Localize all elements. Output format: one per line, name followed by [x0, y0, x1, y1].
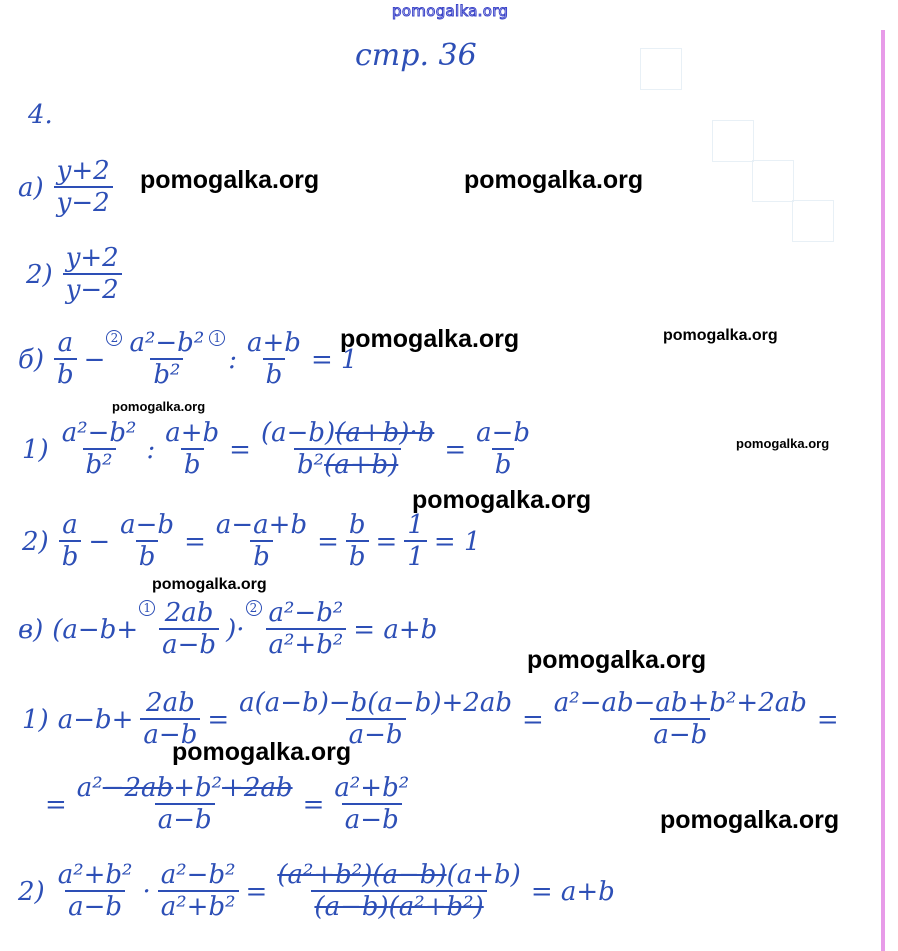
part-v-step-1: 1) a−b+ $\frac{2ab}{a-b}$ = $\frac{a(a-b)-b(a-b)+2ab}{a-b}$ = $\frac{\text{a²−ab−ab+b²+2ab}}{a-b}$ =	[22, 688, 839, 751]
part-a-label: а)	[18, 172, 44, 203]
fraction: $\frac{2ab}{a-b}$	[159, 600, 219, 660]
fraction: $\frac{\text{a²−b²}}{\text{a²+b²}}$	[158, 862, 239, 922]
fraction: $\frac{\text{a²−ab−ab+b²+2ab}}{a-b}$	[553, 688, 807, 751]
part-v-step-1-continued: = $\frac{\text{a²−2ab+b²+2ab}}{a-b}$ = $\frac{\text{a²+b²}}{a-b}$	[42, 775, 416, 835]
fraction: $\frac{y+2}{y-2}$	[63, 245, 122, 305]
fraction: $\frac{(a-b)(a+b)\cdot b}{\text{b²(a+b)}}$	[260, 418, 435, 481]
step-label: 2)	[26, 259, 53, 290]
fraction: $\frac{1}{1}$	[404, 512, 427, 572]
fraction: $\frac{a(a-b)-b(a-b)+2ab}{a-b}$	[239, 688, 512, 751]
fraction: $\frac{y+2}{y-2}$	[54, 158, 113, 218]
fraction: $\frac{a}{b}$	[59, 512, 82, 572]
fraction: $\frac{\text{a²−2ab+b²+2ab}}{a-b}$	[76, 773, 293, 836]
part-a-expression	[18, 158, 117, 218]
fraction: $\frac{2ab}{a-b}$	[140, 690, 200, 750]
watermark: pomogalka.org	[412, 486, 592, 514]
fraction: $\frac{\text{a²+b²}}{a-b}$	[57, 860, 133, 923]
part-b-step-2: 2) $\frac{a}{b}$ − $\frac{a-b}{b}$ = $\frac{a-a+b}{b}$ = $\frac{b}{b}$ = $\frac{1}{1}$ = 1	[22, 510, 481, 573]
watermark: pomogalka.org	[660, 806, 840, 834]
faint-grid-fragment	[712, 120, 754, 162]
fraction: $\frac{a-b}{b}$	[476, 418, 531, 481]
part-b-expression: б) $\frac{a}{b}$ −2 $\frac{\text{a²−b²}}{\text{b²}}$ 1: $\frac{a+b}{b}$ = 1	[18, 328, 358, 391]
watermark: pomogalka.org	[112, 399, 206, 414]
fraction: $\frac{\text{a²−b²}}{\text{b²}}$	[61, 418, 137, 481]
faint-grid-fragment	[752, 160, 794, 202]
watermark: pomogalka.org	[663, 327, 778, 344]
step-label: 2)	[18, 876, 45, 907]
part-b-label: б)	[18, 344, 45, 375]
watermark: pomogalka.org	[152, 576, 267, 593]
part-v-step-2: 2) $\frac{\text{a²+b²}}{a-b}$ · $\frac{\text{a²−b²}}{\text{a²+b²}}$ = $\frac{\text{(a²+b²)(a−b)(a+b)}}{\text{(a−b)(a²+b²)}}$ = a+b	[18, 860, 615, 923]
watermark: pomogalka.org	[172, 738, 352, 766]
page-reference: стр. 36	[355, 38, 477, 73]
fraction: $\frac{b}{b}$	[346, 512, 369, 572]
fraction: $\frac{a+b}{b}$	[165, 418, 220, 481]
notebook-margin-line	[881, 30, 885, 951]
order-marker: 2	[106, 330, 122, 346]
fraction: $\frac{\text{a²−b²}}{\text{a²+b²}}$	[266, 600, 347, 660]
fraction: $\frac{a-b}{b}$	[120, 510, 175, 573]
watermark-top: pomogalka.org	[392, 2, 509, 20]
part-v-label: в)	[18, 614, 44, 645]
faint-grid-fragment	[640, 48, 682, 90]
fraction: $\frac{\text{a²+b²}}{a-b}$	[334, 773, 410, 836]
fraction: $\frac{a-a+b}{b}$	[215, 510, 308, 573]
task-number: 4.	[28, 100, 53, 130]
part-b-step-1: 1) $\frac{\text{a²−b²}}{\text{b²}}$ : $\frac{a+b}{b}$ = $\frac{(a-b)(a+b)\cdot b}{\text{b²(a+b)}}$ = $\frac{a-b}{b}$	[22, 420, 537, 480]
part-a-step-2	[26, 245, 126, 305]
order-marker: 1	[139, 600, 155, 616]
part-v-expression: в) (a−b+1 $\frac{2ab}{a-b}$ )·2 $\frac{\text{a²−b²}}{\text{a²+b²}}$ = a+b	[18, 598, 438, 661]
fraction: $\frac{a+b}{b}$	[247, 328, 301, 391]
watermark: pomogalka.org	[140, 166, 320, 194]
watermark: pomogalka.org	[464, 166, 644, 194]
fraction: $\frac{\text{(a²+b²)(a−b)(a+b)}}{\text{(a−b)(a²+b²)}}$	[277, 860, 521, 923]
step-label: 1)	[22, 434, 49, 465]
fraction: $\frac{a}{b}$	[54, 330, 77, 390]
order-marker: 1	[209, 330, 225, 346]
faint-grid-fragment	[792, 200, 834, 242]
order-marker: 2	[246, 600, 262, 616]
fraction: $\frac{\text{a²−b²}}{\text{b²}}$	[129, 328, 205, 391]
watermark: pomogalka.org	[340, 325, 520, 353]
step-label: 1)	[22, 704, 49, 735]
watermark: pomogalka.org	[527, 646, 707, 674]
watermark: pomogalka.org	[736, 436, 830, 451]
step-label: 2)	[22, 526, 49, 557]
